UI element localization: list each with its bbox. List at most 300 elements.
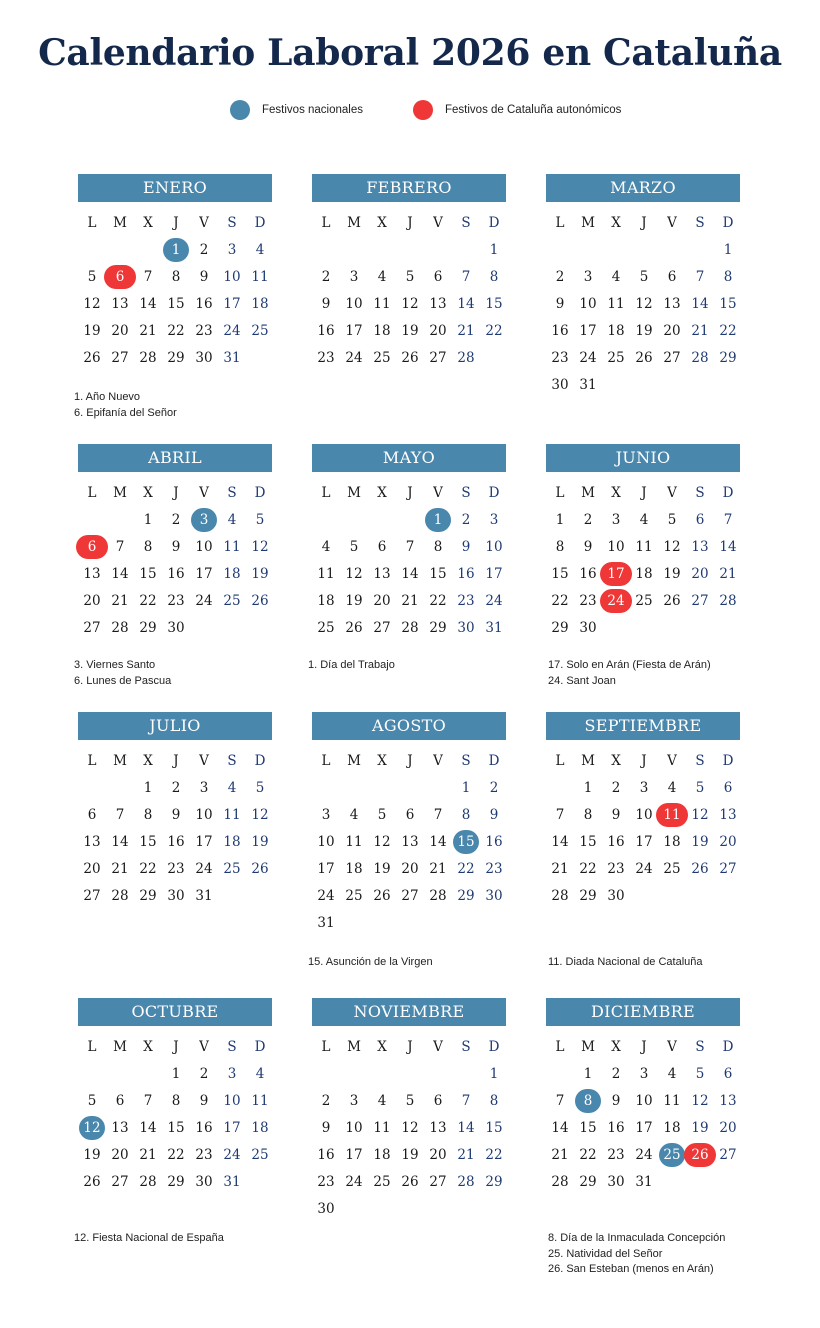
day-cell: 15 [139,565,157,582]
day-cell: 23 [551,349,569,366]
day-cell: 9 [199,1092,209,1109]
day-cell: 2 [171,511,181,528]
weekday-header: L [321,753,331,769]
day-cell: 28 [139,349,157,366]
day-cell: 7 [115,538,125,555]
day-cell: 15 [167,295,185,312]
day-cell: 14 [457,295,475,312]
day-cell: 21 [139,1146,157,1163]
month-diciembre [546,998,744,1195]
day-cell: 28 [111,619,129,636]
day-cell: 9 [611,1092,621,1109]
day-cell: 21 [457,1146,475,1163]
day-cell: 8 [555,538,565,555]
day-cell: 18 [373,1146,391,1163]
weekday-header: M [113,753,127,769]
weekday-header: J [407,1039,413,1055]
day-cell: 9 [555,295,565,312]
weekday-header: L [555,215,565,231]
day-cell: 20 [373,592,391,609]
day-cell: 6 [695,511,705,528]
holiday-notes [74,658,334,689]
day-cell: 22 [167,322,185,339]
weekday-header: D [254,1039,266,1055]
day-cell: 8 [171,268,181,285]
weekday-header: D [488,753,500,769]
weekday-header: M [347,485,361,501]
day-cell: 24 [579,349,597,366]
day-cell: 5 [695,779,705,796]
national-holiday-day: 25 [658,1141,686,1168]
day-cell: 15 [167,1119,185,1136]
day-cell: 2 [199,241,209,258]
day-cell: 27 [401,887,419,904]
empty-day-cell [312,506,340,533]
weekday-header: D [722,753,734,769]
day-cell: 8 [489,268,499,285]
day-cell: 27 [429,349,447,366]
weekday-header: D [488,1039,500,1055]
day-cell: 23 [167,592,185,609]
weekday-header: D [254,485,266,501]
day-cell: 7 [555,806,565,823]
empty-day-cell [546,1060,574,1087]
month-days-grid [546,480,742,641]
national-holiday-day: 8 [574,1087,602,1114]
day-cell: 28 [111,887,129,904]
day-cell: 9 [461,538,471,555]
weekday-header: X [143,215,153,231]
day-cell: 2 [461,511,471,528]
weekday-header: M [581,753,595,769]
day-cell: 8 [143,538,153,555]
day-cell: 17 [635,1119,653,1136]
month-header: AGOSTO [312,712,506,740]
day-cell: 14 [551,1119,569,1136]
empty-day-cell [340,774,368,801]
holiday-note: 6. Epifanía del Señor [74,406,177,419]
day-cell: 10 [485,538,503,555]
empty-day-cell [312,774,340,801]
day-cell: 28 [719,592,737,609]
day-cell: 19 [251,565,269,582]
weekday-header: D [722,485,734,501]
day-cell: 18 [345,860,363,877]
day-cell: 25 [223,860,241,877]
day-cell: 9 [199,268,209,285]
day-cell: 3 [349,268,359,285]
day-cell: 16 [317,322,335,339]
day-cell: 8 [171,1092,181,1109]
day-cell: 28 [457,349,475,366]
weekday-header: S [227,215,237,231]
weekday-header: V [433,215,443,231]
day-cell: 3 [349,1092,359,1109]
month-octubre [78,998,276,1195]
day-cell: 14 [691,295,709,312]
day-cell: 22 [579,860,597,877]
weekday-header: X [143,485,153,501]
day-cell: 24 [345,349,363,366]
day-cell: 9 [171,538,181,555]
weekday-header: M [113,485,127,501]
day-cell: 23 [579,592,597,609]
day-cell: 12 [83,295,101,312]
day-cell: 15 [719,295,737,312]
day-cell: 5 [405,268,415,285]
day-cell: 21 [551,1146,569,1163]
holiday-notes [308,658,568,674]
day-cell: 17 [195,565,213,582]
day-cell: 4 [667,779,677,796]
day-cell: 10 [195,806,213,823]
day-cell: 20 [401,860,419,877]
day-cell: 13 [719,1092,737,1109]
day-cell: 26 [251,592,269,609]
day-cell: 22 [457,860,475,877]
day-cell: 17 [317,860,335,877]
day-cell: 26 [373,887,391,904]
day-cell: 26 [83,349,101,366]
weekday-header: J [173,485,179,501]
weekday-header: L [87,1039,97,1055]
day-cell: 17 [345,1146,363,1163]
empty-day-cell [312,1060,340,1087]
day-cell: 27 [691,592,709,609]
day-cell: 14 [429,833,447,850]
day-cell: 30 [551,376,569,393]
day-cell: 25 [663,860,681,877]
day-cell: 22 [551,592,569,609]
day-cell: 7 [405,538,415,555]
day-cell: 25 [317,619,335,636]
day-cell: 29 [719,349,737,366]
weekday-header: M [113,215,127,231]
day-cell: 22 [139,860,157,877]
weekday-header: V [199,485,209,501]
day-cell: 20 [663,322,681,339]
day-cell: 31 [223,1173,241,1190]
day-cell: 23 [317,1173,335,1190]
month-header: FEBRERO [312,174,506,202]
day-cell: 7 [461,1092,471,1109]
day-cell: 16 [317,1146,335,1163]
day-cell: 4 [377,268,387,285]
day-cell: 2 [489,779,499,796]
empty-day-cell [340,1060,368,1087]
day-cell: 18 [317,592,335,609]
day-cell: 17 [195,833,213,850]
day-cell: 21 [111,592,129,609]
day-cell: 3 [639,779,649,796]
weekday-header: L [555,485,565,501]
day-cell: 19 [401,322,419,339]
day-cell: 27 [719,1146,737,1163]
day-cell: 30 [457,619,475,636]
catalonia-holiday-day: 24 [602,587,630,614]
day-cell: 11 [251,1092,269,1109]
day-cell: 11 [223,806,241,823]
month-noviembre [312,998,510,1222]
day-cell: 2 [611,779,621,796]
weekday-header: L [321,485,331,501]
day-cell: 26 [83,1173,101,1190]
day-cell: 25 [223,592,241,609]
catalonia-holiday-day: 11 [658,801,686,828]
day-cell: 31 [195,887,213,904]
day-cell: 7 [433,806,443,823]
empty-day-cell [78,774,106,801]
day-cell: 8 [461,806,471,823]
day-cell: 11 [223,538,241,555]
day-cell: 1 [489,241,499,258]
day-cell: 6 [115,1092,125,1109]
day-cell: 24 [223,322,241,339]
month-header: JULIO [78,712,272,740]
day-cell: 5 [87,1092,97,1109]
day-cell: 22 [139,592,157,609]
day-cell: 1 [723,241,733,258]
day-cell: 18 [251,1119,269,1136]
day-cell: 28 [457,1173,475,1190]
day-cell: 24 [195,592,213,609]
day-cell: 29 [579,1173,597,1190]
day-cell: 20 [111,322,129,339]
day-cell: 30 [195,349,213,366]
day-cell: 14 [111,833,129,850]
weekday-header: X [611,215,621,231]
weekday-header: M [347,1039,361,1055]
day-cell: 9 [321,295,331,312]
day-cell: 30 [167,619,185,636]
day-cell: 14 [719,538,737,555]
day-cell: 16 [485,833,503,850]
day-cell: 14 [139,1119,157,1136]
day-cell: 30 [167,887,185,904]
empty-day-cell [368,774,396,801]
empty-day-cell [396,236,424,263]
empty-day-cell [106,506,134,533]
day-cell: 2 [171,779,181,796]
day-cell: 28 [401,619,419,636]
month-days-grid [312,748,508,936]
day-cell: 19 [401,1146,419,1163]
holiday-notes [548,955,808,971]
day-cell: 17 [635,833,653,850]
month-header: MARZO [546,174,740,202]
day-cell: 6 [405,806,415,823]
day-cell: 2 [321,268,331,285]
day-cell: 25 [373,349,391,366]
day-cell: 27 [111,1173,129,1190]
day-cell: 16 [167,565,185,582]
day-cell: 8 [489,1092,499,1109]
day-cell: 25 [373,1173,391,1190]
holiday-note: 3. Viernes Santo [74,659,156,671]
weekday-header: J [407,485,413,501]
day-cell: 12 [635,295,653,312]
day-cell: 15 [485,295,503,312]
month-days-grid [78,480,274,641]
empty-day-cell [452,236,480,263]
day-cell: 11 [317,565,335,582]
holiday-note: 25. Natividad del Señor [548,1247,663,1260]
weekday-header: J [173,215,179,231]
day-cell: 28 [551,1173,569,1190]
day-cell: 4 [255,1065,265,1082]
day-cell: 29 [551,619,569,636]
day-cell: 29 [457,887,475,904]
day-cell: 5 [255,511,265,528]
day-cell: 4 [377,1092,387,1109]
month-days-grid [78,1034,274,1195]
national-holiday-day: 1 [424,506,452,533]
day-cell: 9 [489,806,499,823]
day-cell: 30 [195,1173,213,1190]
day-cell: 12 [691,806,709,823]
day-cell: 5 [349,538,359,555]
day-cell: 21 [429,860,447,877]
holiday-note: 8. Día de la Inmaculada Concepción [548,1232,726,1244]
day-cell: 30 [317,1200,335,1217]
month-header: NOVIEMBRE [312,998,506,1026]
day-cell: 2 [611,1065,621,1082]
day-cell: 27 [83,619,101,636]
day-cell: 19 [373,860,391,877]
weekday-header: D [488,485,500,501]
day-cell: 13 [83,833,101,850]
empty-day-cell [602,236,630,263]
catalonia-holiday-dot-icon [413,100,433,120]
holiday-notes [548,658,808,689]
day-cell: 22 [167,1146,185,1163]
day-cell: 16 [195,295,213,312]
empty-day-cell [546,236,574,263]
day-cell: 25 [635,592,653,609]
month-days-grid [312,480,508,641]
day-cell: 20 [429,1146,447,1163]
day-cell: 9 [321,1119,331,1136]
empty-day-cell [78,236,106,263]
day-cell: 10 [635,806,653,823]
month-header: SEPTIEMBRE [546,712,740,740]
day-cell: 17 [223,295,241,312]
weekday-header: V [667,485,677,501]
day-cell: 6 [433,1092,443,1109]
day-cell: 18 [223,565,241,582]
weekday-header: J [407,215,413,231]
day-cell: 26 [401,349,419,366]
day-cell: 16 [607,833,625,850]
day-cell: 18 [663,1119,681,1136]
day-cell: 27 [373,619,391,636]
day-cell: 4 [611,268,621,285]
legend-item-catalonia [413,100,621,120]
day-cell: 10 [195,538,213,555]
month-header: OCTUBRE [78,998,272,1026]
day-cell: 24 [345,1173,363,1190]
day-cell: 23 [317,349,335,366]
day-cell: 23 [195,322,213,339]
day-cell: 31 [635,1173,653,1190]
national-holiday-day: 12 [78,1114,106,1141]
day-cell: 26 [345,619,363,636]
day-cell: 4 [227,779,237,796]
day-cell: 16 [167,833,185,850]
day-cell: 23 [457,592,475,609]
month-header: MAYO [312,444,506,472]
weekday-header: V [199,1039,209,1055]
day-cell: 18 [251,295,269,312]
weekday-header: L [555,753,565,769]
day-cell: 19 [251,833,269,850]
day-cell: 11 [607,295,625,312]
month-days-grid [546,1034,742,1195]
weekday-header: L [87,753,97,769]
weekday-header: S [695,485,705,501]
day-cell: 10 [223,1092,241,1109]
catalonia-holiday-day: 6 [78,533,106,560]
empty-day-cell [78,506,106,533]
day-cell: 1 [489,1065,499,1082]
national-holiday-dot-icon [230,100,250,120]
day-cell: 3 [639,1065,649,1082]
month-junio [546,444,744,641]
day-cell: 5 [377,806,387,823]
day-cell: 29 [167,349,185,366]
holiday-note: 11. Diada Nacional de Cataluña [548,956,703,968]
day-cell: 1 [555,511,565,528]
legend-label-catalonia: Festivos de Cataluña autonómicos [445,104,622,116]
day-cell: 27 [663,349,681,366]
weekday-header: X [611,753,621,769]
national-holiday-day: 1 [162,236,190,263]
day-cell: 8 [143,806,153,823]
holiday-note: 1. Día del Trabajo [308,659,395,671]
legend-item-national [230,100,363,120]
weekday-header: M [347,753,361,769]
month-days-grid [312,1034,508,1222]
day-cell: 12 [691,1092,709,1109]
month-header: DICIEMBRE [546,998,740,1026]
day-cell: 24 [635,860,653,877]
month-septiembre [546,712,744,909]
day-cell: 31 [579,376,597,393]
catalonia-holiday-day: 26 [686,1141,714,1168]
day-cell: 14 [401,565,419,582]
weekday-header: L [321,215,331,231]
weekday-header: D [722,1039,734,1055]
day-cell: 21 [691,322,709,339]
day-cell: 1 [583,779,593,796]
weekday-header: S [461,753,471,769]
weekday-header: X [377,753,387,769]
day-cell: 20 [691,565,709,582]
day-cell: 21 [457,322,475,339]
day-cell: 3 [583,268,593,285]
day-cell: 7 [143,1092,153,1109]
day-cell: 18 [223,833,241,850]
day-cell: 14 [111,565,129,582]
catalonia-holiday-day: 17 [602,560,630,587]
day-cell: 20 [83,592,101,609]
empty-day-cell [106,1060,134,1087]
day-cell: 16 [551,322,569,339]
day-cell: 11 [635,538,653,555]
day-cell: 9 [583,538,593,555]
month-header: JUNIO [546,444,740,472]
day-cell: 18 [663,833,681,850]
